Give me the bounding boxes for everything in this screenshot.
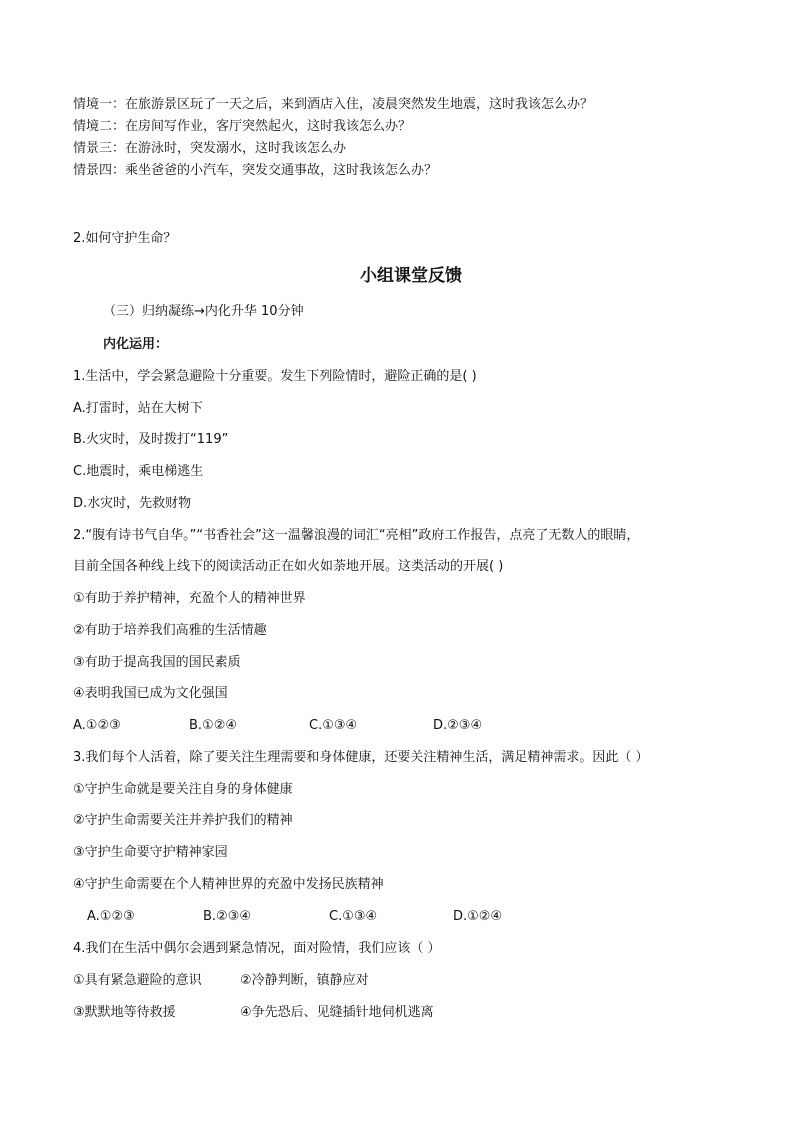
q3-stem: 3.我们每个人活着，除了要关注生理需要和身体健康，还要关注精神生活，满足精神需求。因此（ ） (73, 750, 649, 765)
q1-option-d: D.水灾时，先救财物 (73, 496, 192, 511)
subsection-heading: （三）归纳凝练→内化升华 10分钟 (103, 304, 304, 319)
q4-item-1: ①具有紧急避险的意识 (73, 973, 202, 988)
q3-item-2: ②守护生命需要关注并养护我们的精神 (73, 813, 293, 828)
q2-item-3: ③有助于提高我国的国民素质 (73, 655, 241, 670)
q2-choice-d: D.②③④ (433, 718, 483, 733)
q2-choice-b: B.①②④ (189, 718, 238, 733)
q3-choice-a: A.①②③ (87, 909, 135, 924)
q2-stem-line1: 2.“腹有诗书气自华。”“书香社会”这一温馨浪漫的词汇“亮相”政府工作报告，点亮了无数人的眼睛， (73, 528, 640, 543)
question-2-heading: 2.如何守护生命？ (73, 231, 177, 246)
q3-choice-d: D.①②④ (453, 909, 503, 924)
q2-item-2: ②有助于培养我们高雅的生活情趣 (73, 623, 267, 638)
scenario-3: 情景三：在游泳时，突发溺水，这时我该怎么办 (73, 141, 347, 156)
q2-item-4: ④表明我国已成为文化强国 (73, 686, 228, 701)
practice-label: 内化运用： (103, 337, 169, 352)
q3-item-1: ①守护生命就是要关注自身的身体健康 (73, 782, 293, 797)
scenario-1: 情境一：在旅游景区玩了一天之后，来到酒店入住，凌晨突然发生地震，这时我该怎么办？ (73, 97, 594, 112)
section-title: 小组课堂反馈 (360, 266, 462, 286)
q4-stem: 4.我们在生活中偶尔会遇到紧急情况，面对险情，我们应该（ ） (73, 941, 441, 956)
q3-item-3: ③守护生命要守护精神家园 (73, 845, 228, 860)
q4-item-3: ③默默地等待救援 (73, 1005, 176, 1020)
scenario-4: 情景四：乘坐爸爸的小汽车，突发交通事故，这时我该怎么办？ (73, 163, 438, 178)
q3-choice-c: C.①③④ (329, 909, 378, 924)
q3-choice-b: B.②③④ (203, 909, 252, 924)
q2-stem-line2: 目前全国各种线上线下的阅读活动正在如火如荼地开展。这类活动的开展( ) (73, 559, 504, 574)
scenario-2: 情境二：在房间写作业，客厅突然起火，这时我该怎么办？ (73, 119, 412, 134)
q1-stem: 1.生活中，学会紧急避险十分重要。发生下列险情时，避险正确的是( ) (73, 369, 477, 384)
q4-item-2: ②冷静判断，镇静应对 (240, 973, 369, 988)
q1-option-c: C.地震时，乘电梯逃生 (73, 464, 204, 479)
q1-option-b: B.火灾时，及时拨打“119” (73, 432, 229, 447)
q3-item-4: ④守护生命需要在个人精神世界的充盈中发扬民族精神 (73, 877, 384, 892)
q2-choice-c: C.①③④ (309, 718, 358, 733)
q1-option-a: A.打雷时，站在大树下 (73, 401, 203, 416)
q2-item-1: ①有助于养护精神，充盈个人的精神世界 (73, 591, 306, 606)
q4-item-4: ④争先恐后、见缝插针地伺机逃离 (240, 1005, 434, 1020)
q2-choice-a: A.①②③ (73, 718, 121, 733)
